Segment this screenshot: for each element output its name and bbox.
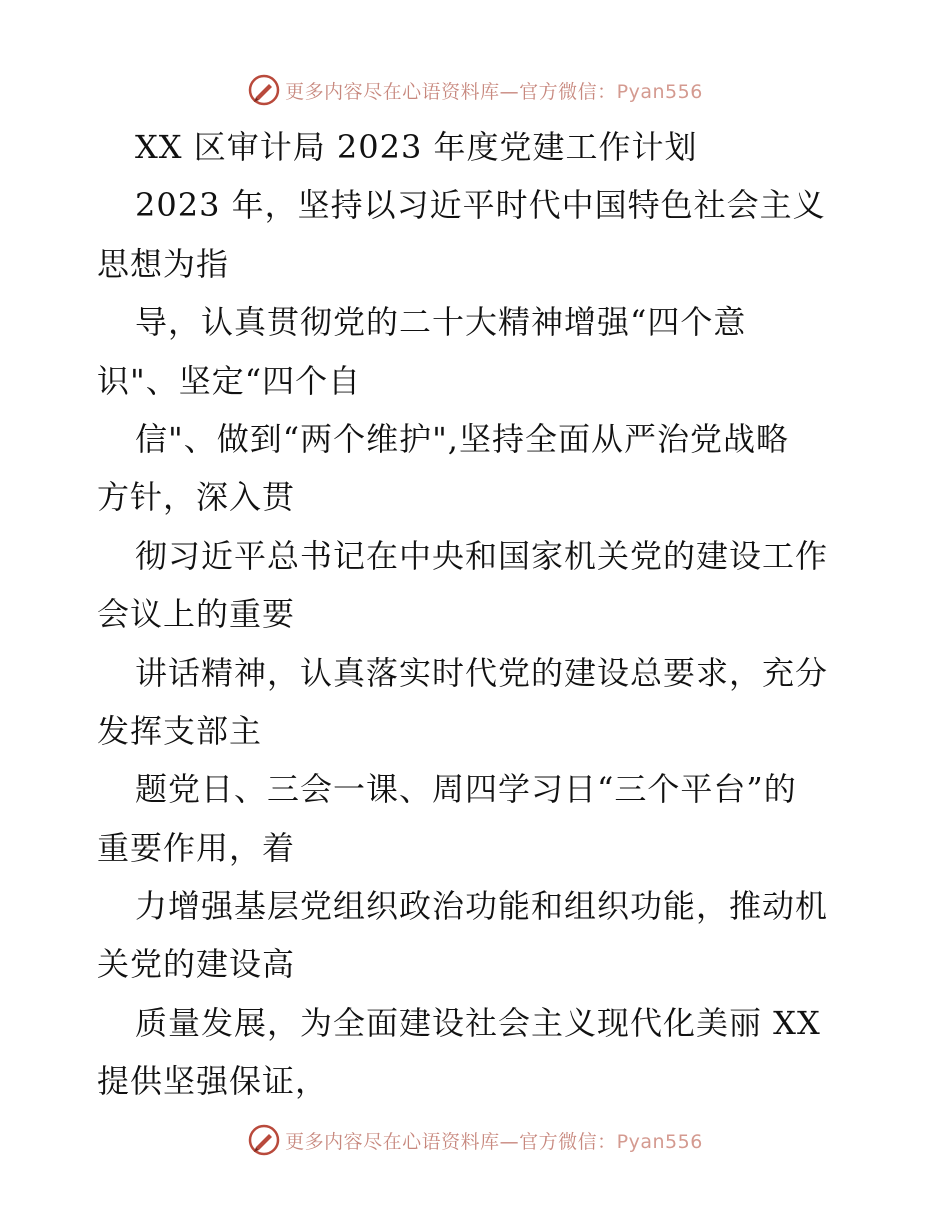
paragraph-line: 彻习近平总书记在中央和国家机关党的建设工作 (135, 536, 829, 575)
paragraph-line: 思想为指 (97, 244, 230, 283)
paragraph-line: 识"、坚定“四个自 (97, 361, 362, 400)
watermark-label: 更多内容尽在心语资料库—官方微信： (285, 80, 617, 103)
paragraph-line: 质量发展，为全面建设社会主义现代化美丽 XX (135, 1003, 821, 1042)
paragraph-line: 力增强基层党组织政治功能和组织功能，推动机 (135, 887, 829, 926)
watermark-text (285, 77, 703, 104)
paragraph-line: 讲话精神，认真落实时代党的建设总要求，充分 (135, 653, 829, 692)
paragraph-line: 发挥支部主 (97, 711, 263, 750)
paragraph-line: 重要作用，着 (97, 828, 296, 867)
paragraph-line: 题党日、三会一课、周四学习日“三个平台”的 (135, 770, 797, 809)
document-body (97, 118, 857, 1111)
watermark-wechat-id: Pyan556 (616, 80, 703, 103)
pen-logo-icon (247, 73, 281, 107)
paragraph-line: 方针，深入贯 (97, 478, 296, 517)
watermark-label: 更多内容尽在心语资料库—官方微信： (285, 1130, 617, 1153)
paragraph-line: 关党的建设高 (97, 945, 296, 984)
paragraph-line: 2023 年，坚持以习近平时代中国特色社会主义 (135, 186, 826, 225)
paragraph-line: 信"、做到“两个维护",坚持全面从严治党战略 (135, 419, 789, 458)
document-title: XX 区审计局 2023 年度党建工作计划 (135, 128, 698, 166)
paragraph-line: 提供坚强保证， (97, 1062, 329, 1101)
watermark-header (0, 70, 950, 110)
watermark-footer (0, 1120, 950, 1160)
paragraph-line: 会议上的重要 (97, 595, 296, 634)
watermark-text (285, 1127, 703, 1154)
pen-logo-icon (247, 1123, 281, 1157)
watermark-wechat-id: Pyan556 (616, 1130, 703, 1153)
paragraph-line: 导，认真贯彻党的二十大精神增强“四个意 (135, 303, 747, 342)
